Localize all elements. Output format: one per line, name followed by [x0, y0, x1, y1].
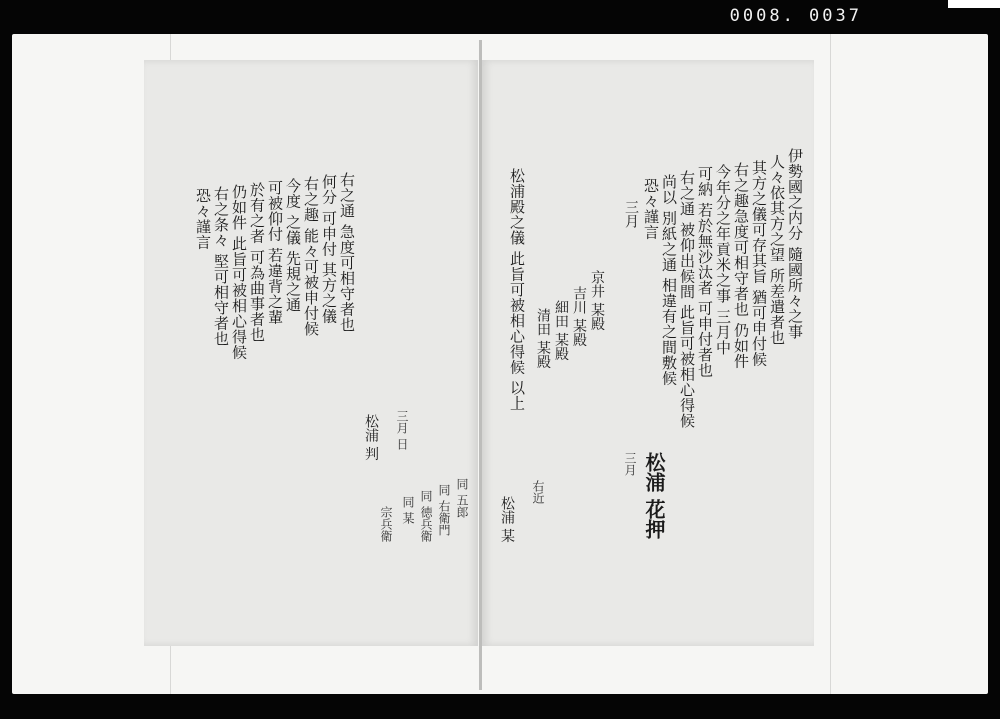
left-name: 同 某	[401, 496, 415, 524]
left-date: 三月 日	[395, 410, 409, 450]
left-body-line: 右之条々 堅可相守者也	[212, 186, 230, 347]
frame-number: 0008. 0037	[729, 6, 862, 26]
right-signature: 松浦 花押	[642, 452, 666, 539]
right-page	[482, 60, 814, 646]
right-body-line: 尚以 別紙之通 相違有之間敷候	[660, 174, 678, 387]
right-body-line: 恐々謹言	[642, 178, 660, 240]
left-body-line: 於有之者 可為曲事者也	[248, 182, 266, 343]
left-name: 同 五郎	[455, 478, 469, 518]
film-corner-marker	[948, 0, 1000, 8]
right-body-line: 今年分之年貢米之事 三月中	[714, 164, 732, 356]
right-body-line: 右之趣急度可相守者也 仍如件	[732, 162, 750, 369]
left-body-line: 右之趣 能々可被申付候	[302, 176, 320, 337]
left-name: 同 右衛門	[437, 484, 451, 536]
fold-line-right	[830, 34, 831, 694]
right-date-small: 三月	[623, 452, 637, 476]
right-addressee: 京井 某殿	[589, 270, 605, 331]
left-page	[144, 60, 478, 646]
right-addressee: 細田 某殿	[553, 300, 569, 361]
left-seal: 松浦 判	[363, 414, 379, 461]
left-name: 同 徳兵衛	[419, 490, 433, 542]
right-body-line: 可納 若於無沙汰者 可申付者也	[696, 166, 714, 379]
right-addressee: 吉川 某殿	[571, 286, 587, 347]
right-body-line: 其方之儀可存其旨 猶可申付候	[750, 160, 768, 367]
left-body-line: 恐々謹言	[194, 188, 212, 250]
left-body-line: 何分 可申付 其方之儀	[320, 174, 338, 325]
left-body-line: 右之通 急度可相守者也	[338, 172, 356, 333]
left-name: 宗兵衛	[379, 506, 393, 542]
right-body-line: 人々依其方之望 所差遣者也	[768, 154, 786, 346]
right-addressee: 清田 某殿	[535, 308, 551, 369]
right-side-line: 松浦殿之儀 此旨可被相心得候 以上	[508, 168, 526, 412]
left-body-line: 可被仰付 若違背之輩	[266, 180, 284, 325]
right-body-line: 右之通 被仰出候間 此旨可被相心得候	[678, 170, 696, 429]
left-body-line: 今度 之儀 先規之通	[284, 178, 302, 313]
right-bottom-name: 右近	[531, 480, 545, 504]
right-date: 三月	[623, 200, 639, 228]
right-body-line: 伊勢國之内分 隨國所々之事	[786, 148, 804, 340]
left-body-line: 仍如件 此旨可被相心得候	[230, 184, 248, 360]
right-bottom-name: 松浦 某	[499, 496, 515, 543]
